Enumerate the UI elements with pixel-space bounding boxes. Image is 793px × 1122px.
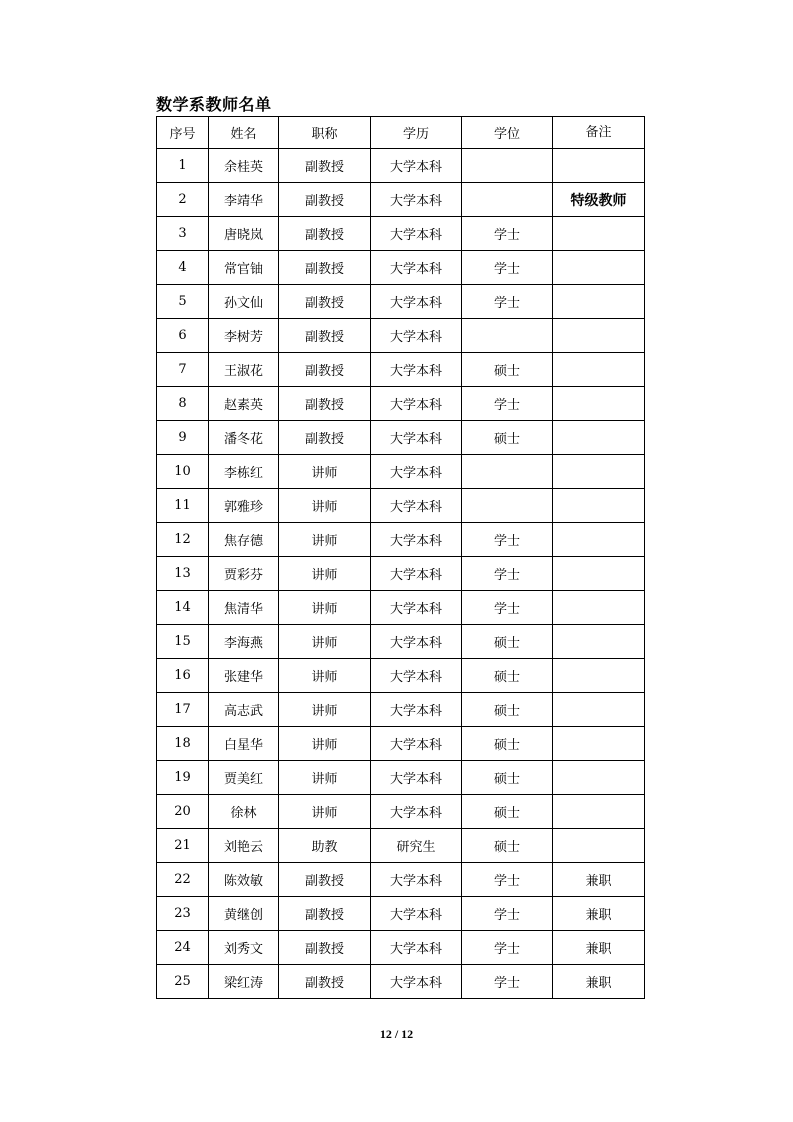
cell-education: 大学本科 xyxy=(371,251,462,285)
cell-name: 贾美红 xyxy=(209,761,279,795)
cell-degree: 硕士 xyxy=(462,795,553,829)
cell-note: 兼职 xyxy=(553,931,645,965)
cell-note xyxy=(553,795,645,829)
cell-index: 8 xyxy=(157,387,209,421)
cell-name: 常官铀 xyxy=(209,251,279,285)
cell-degree: 学士 xyxy=(462,217,553,251)
cell-name: 焦存德 xyxy=(209,523,279,557)
cell-title: 副教授 xyxy=(279,285,371,319)
cell-index: 15 xyxy=(157,625,209,659)
cell-title: 讲师 xyxy=(279,761,371,795)
cell-education: 大学本科 xyxy=(371,591,462,625)
header-name: 姓名 xyxy=(209,117,279,149)
cell-note xyxy=(553,455,645,489)
cell-index: 9 xyxy=(157,421,209,455)
cell-title: 讲师 xyxy=(279,523,371,557)
cell-degree: 学士 xyxy=(462,387,553,421)
table-row xyxy=(157,217,645,251)
page-title: 数学系教师名单 xyxy=(156,95,272,114)
cell-education: 大学本科 xyxy=(371,897,462,931)
cell-title: 副教授 xyxy=(279,387,371,421)
cell-index: 24 xyxy=(157,931,209,965)
table-row xyxy=(157,829,645,863)
cell-name: 黄继创 xyxy=(209,897,279,931)
cell-education: 大学本科 xyxy=(371,319,462,353)
cell-name: 刘艳云 xyxy=(209,829,279,863)
cell-note: 特级教师 xyxy=(553,183,645,217)
cell-index: 21 xyxy=(157,829,209,863)
cell-index: 18 xyxy=(157,727,209,761)
cell-degree: 硕士 xyxy=(462,761,553,795)
cell-index: 20 xyxy=(157,795,209,829)
cell-title: 副教授 xyxy=(279,183,371,217)
cell-name: 张建华 xyxy=(209,659,279,693)
cell-education: 大学本科 xyxy=(371,659,462,693)
cell-name: 刘秀文 xyxy=(209,931,279,965)
cell-name: 徐林 xyxy=(209,795,279,829)
table-row xyxy=(157,523,645,557)
header-index: 序号 xyxy=(157,117,209,149)
cell-title: 副教授 xyxy=(279,965,371,999)
cell-education: 大学本科 xyxy=(371,489,462,523)
table-row xyxy=(157,863,645,897)
cell-index: 13 xyxy=(157,557,209,591)
cell-note xyxy=(553,625,645,659)
cell-name: 余桂英 xyxy=(209,149,279,183)
cell-title: 讲师 xyxy=(279,591,371,625)
cell-education: 大学本科 xyxy=(371,625,462,659)
cell-education: 大学本科 xyxy=(371,421,462,455)
cell-degree: 硕士 xyxy=(462,353,553,387)
cell-degree xyxy=(462,183,553,217)
cell-note xyxy=(553,659,645,693)
cell-degree: 学士 xyxy=(462,285,553,319)
table-row xyxy=(157,149,645,183)
cell-degree: 硕士 xyxy=(462,693,553,727)
table-header-row xyxy=(157,117,645,149)
cell-name: 李树芳 xyxy=(209,319,279,353)
cell-education: 大学本科 xyxy=(371,217,462,251)
cell-name: 李海燕 xyxy=(209,625,279,659)
cell-degree: 学士 xyxy=(462,931,553,965)
cell-note xyxy=(553,421,645,455)
cell-name: 贾彩芬 xyxy=(209,557,279,591)
cell-index: 14 xyxy=(157,591,209,625)
cell-education: 大学本科 xyxy=(371,795,462,829)
table-row xyxy=(157,455,645,489)
cell-title: 副教授 xyxy=(279,251,371,285)
cell-note xyxy=(553,591,645,625)
header-title: 职称 xyxy=(279,117,371,149)
cell-title: 讲师 xyxy=(279,693,371,727)
cell-name: 李栋红 xyxy=(209,455,279,489)
table-row xyxy=(157,795,645,829)
cell-education: 大学本科 xyxy=(371,183,462,217)
cell-education: 大学本科 xyxy=(371,285,462,319)
cell-index: 10 xyxy=(157,455,209,489)
cell-education: 大学本科 xyxy=(371,353,462,387)
cell-note: 兼职 xyxy=(553,897,645,931)
cell-name: 赵素英 xyxy=(209,387,279,421)
cell-title: 副教授 xyxy=(279,353,371,387)
cell-index: 16 xyxy=(157,659,209,693)
cell-education: 大学本科 xyxy=(371,557,462,591)
cell-name: 梁红涛 xyxy=(209,965,279,999)
cell-degree: 硕士 xyxy=(462,659,553,693)
cell-note xyxy=(553,353,645,387)
page-number: 12 / 12 xyxy=(379,1027,414,1041)
cell-index: 25 xyxy=(157,965,209,999)
table-row xyxy=(157,421,645,455)
cell-note xyxy=(553,217,645,251)
cell-degree xyxy=(462,149,553,183)
cell-title: 讲师 xyxy=(279,659,371,693)
cell-name: 唐晓岚 xyxy=(209,217,279,251)
cell-index: 11 xyxy=(157,489,209,523)
cell-education: 研究生 xyxy=(371,829,462,863)
cell-name: 潘冬花 xyxy=(209,421,279,455)
table-row xyxy=(157,557,645,591)
cell-education: 大学本科 xyxy=(371,149,462,183)
header-note: 备注 xyxy=(553,117,645,149)
cell-education: 大学本科 xyxy=(371,965,462,999)
teacher-roster-table xyxy=(156,116,645,999)
cell-title: 讲师 xyxy=(279,727,371,761)
cell-education: 大学本科 xyxy=(371,761,462,795)
cell-education: 大学本科 xyxy=(371,523,462,557)
cell-education: 大学本科 xyxy=(371,387,462,421)
cell-index: 2 xyxy=(157,183,209,217)
cell-index: 17 xyxy=(157,693,209,727)
table-row xyxy=(157,183,645,217)
cell-title: 讲师 xyxy=(279,557,371,591)
cell-note xyxy=(553,489,645,523)
cell-name: 陈效敏 xyxy=(209,863,279,897)
cell-note: 兼职 xyxy=(553,965,645,999)
table-row xyxy=(157,489,645,523)
cell-title: 讲师 xyxy=(279,625,371,659)
cell-degree xyxy=(462,319,553,353)
table-row xyxy=(157,387,645,421)
cell-note xyxy=(553,251,645,285)
cell-index: 4 xyxy=(157,251,209,285)
cell-degree: 学士 xyxy=(462,591,553,625)
table-row xyxy=(157,319,645,353)
cell-degree: 学士 xyxy=(462,251,553,285)
cell-education: 大学本科 xyxy=(371,693,462,727)
cell-title: 副教授 xyxy=(279,217,371,251)
cell-degree: 学士 xyxy=(462,965,553,999)
cell-index: 3 xyxy=(157,217,209,251)
table-row xyxy=(157,353,645,387)
cell-note: 兼职 xyxy=(553,863,645,897)
table-row xyxy=(157,693,645,727)
cell-index: 6 xyxy=(157,319,209,353)
header-degree: 学位 xyxy=(462,117,553,149)
cell-education: 大学本科 xyxy=(371,727,462,761)
cell-degree xyxy=(462,489,553,523)
table-row xyxy=(157,931,645,965)
cell-education: 大学本科 xyxy=(371,863,462,897)
cell-index: 19 xyxy=(157,761,209,795)
cell-degree: 学士 xyxy=(462,863,553,897)
table-row xyxy=(157,761,645,795)
table-row xyxy=(157,625,645,659)
cell-note xyxy=(553,693,645,727)
cell-degree: 硕士 xyxy=(462,625,553,659)
cell-degree: 学士 xyxy=(462,557,553,591)
cell-degree: 硕士 xyxy=(462,421,553,455)
cell-index: 1 xyxy=(157,149,209,183)
cell-index: 12 xyxy=(157,523,209,557)
cell-index: 23 xyxy=(157,897,209,931)
cell-name: 郭雅珍 xyxy=(209,489,279,523)
table-row xyxy=(157,591,645,625)
cell-education: 大学本科 xyxy=(371,455,462,489)
cell-degree: 学士 xyxy=(462,897,553,931)
table-row xyxy=(157,285,645,319)
cell-title: 副教授 xyxy=(279,421,371,455)
cell-name: 焦清华 xyxy=(209,591,279,625)
table-row xyxy=(157,251,645,285)
table-row xyxy=(157,965,645,999)
cell-note xyxy=(553,523,645,557)
cell-title: 副教授 xyxy=(279,897,371,931)
table-row xyxy=(157,727,645,761)
cell-note xyxy=(553,829,645,863)
cell-index: 5 xyxy=(157,285,209,319)
cell-title: 讲师 xyxy=(279,489,371,523)
cell-index: 22 xyxy=(157,863,209,897)
cell-note xyxy=(553,285,645,319)
cell-name: 白星华 xyxy=(209,727,279,761)
cell-education: 大学本科 xyxy=(371,931,462,965)
cell-title: 助教 xyxy=(279,829,371,863)
cell-title: 讲师 xyxy=(279,455,371,489)
cell-note xyxy=(553,149,645,183)
cell-degree: 硕士 xyxy=(462,727,553,761)
cell-name: 孙文仙 xyxy=(209,285,279,319)
cell-title: 讲师 xyxy=(279,795,371,829)
cell-degree xyxy=(462,455,553,489)
cell-name: 李靖华 xyxy=(209,183,279,217)
cell-note xyxy=(553,761,645,795)
cell-note xyxy=(553,727,645,761)
cell-index: 7 xyxy=(157,353,209,387)
cell-title: 副教授 xyxy=(279,149,371,183)
table-row xyxy=(157,897,645,931)
cell-note xyxy=(553,557,645,591)
cell-name: 王淑花 xyxy=(209,353,279,387)
cell-title: 副教授 xyxy=(279,931,371,965)
cell-name: 高志武 xyxy=(209,693,279,727)
cell-title: 副教授 xyxy=(279,863,371,897)
table-row xyxy=(157,659,645,693)
cell-title: 副教授 xyxy=(279,319,371,353)
cell-note xyxy=(553,319,645,353)
cell-degree: 学士 xyxy=(462,523,553,557)
table-body xyxy=(157,149,645,999)
cell-note xyxy=(553,387,645,421)
header-education: 学历 xyxy=(371,117,462,149)
cell-degree: 硕士 xyxy=(462,829,553,863)
